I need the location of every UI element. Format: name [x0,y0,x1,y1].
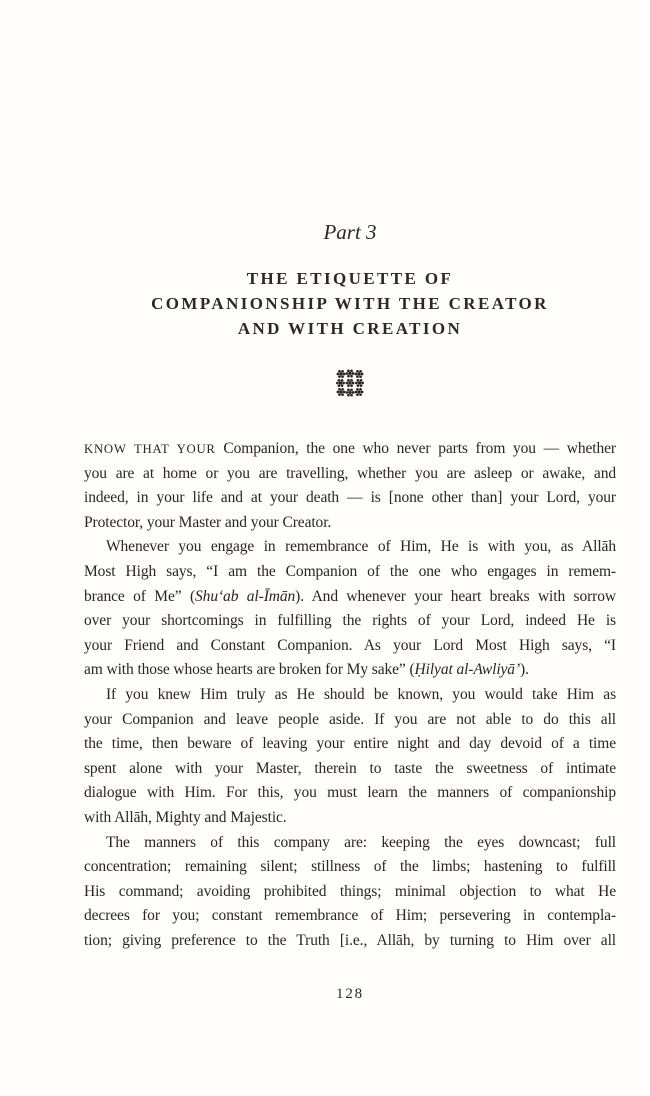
italic-text: Shu‘ab al-Īmān [195,587,296,605]
text-line [84,831,616,856]
paragraph [84,437,616,535]
title-line-3: AND WITH CREATION [237,319,463,338]
chapter-title [84,266,616,341]
text-line [84,732,616,757]
body-text-segment: ). And whenever your heart breaks with sorrow [295,587,616,605]
text-line [84,609,616,634]
body-text-segment: His command; avoiding prohibited things; minimal objection to what He [84,882,616,900]
body-text [84,437,616,953]
title-line-1: THE ETIQUETTE OF [246,269,454,288]
text-line [84,929,616,954]
body-text-segment: you are at home or you are travelling, whether you are asleep or awake, and [84,464,616,482]
body-text-segment: am with those whose hearts are broken for My sake” ( [84,661,415,679]
text-line [84,683,616,708]
body-text-segment: your Friend and Constant Companion. As your Lord Most High says, “I [84,636,616,654]
body-text-segment: If you knew Him truly as He should be known, you would take Him as [106,685,616,703]
body-text-segment: with Allāh, Mighty and Majestic. [84,808,287,826]
small-caps-text: KNOW THAT YOUR [84,442,216,456]
body-text-segment: tion; giving preference to the Truth [i.e., Allāh, by turning to Him over all [84,931,616,949]
text-line [84,437,616,462]
floral-rosette-ornament-icon [84,368,616,398]
text-line [84,904,616,929]
text-line [84,781,616,806]
body-text-segment: spent alone with your Master, therein to taste the sweetness of intimate [84,759,616,777]
body-text-segment: Protector, your Master and your Creator. [84,513,332,531]
text-line [84,708,616,733]
body-text-segment: indeed, in your life and at your death — is [none other than] your Lord, your [84,489,616,507]
text-line [84,486,616,511]
body-text-segment: Whenever you engage in remembrance of Him, He is with you, as Allāh [106,538,616,556]
text-line [84,658,616,683]
body-text-segment: over your shortcomings in fulfilling the rights of your Lord, indeed He is [84,612,616,630]
body-text-segment: concentration; remaining silent; stillness of the limbs; hastening to fulfill [84,858,616,876]
text-line [84,462,616,487]
paragraph [84,831,616,954]
body-text-segment: The manners of this company are: keeping the eyes downcast; full [106,833,616,851]
body-text-segment: decrees for you; constant remembrance of Him; persevering in contempla- [84,907,616,925]
body-text-segment: ). [520,661,529,679]
text-line [84,511,616,536]
text-line [84,585,616,610]
body-text-segment: dialogue with Him. For this, you must learn the manners of companionship [84,784,616,802]
title-line-2: COMPANIONSHIP WITH THE CREATOR [151,294,549,313]
text-line [84,560,616,585]
text-line [84,855,616,880]
text-line [84,634,616,659]
part-label: Part 3 [323,220,377,244]
body-text-segment: Companion, the one who never parts from you — whether [215,440,616,457]
paragraph [84,535,616,683]
body-text-segment: Most High says, “I am the Companion of the one who engages in remem- [84,562,616,580]
body-text-segment: the time, then beware of leaving your entire night and day devoid of a time [84,735,616,753]
italic-text: Ḥilyat al-Awliyā’ [414,661,521,679]
body-text-segment: brance of Me” ( [84,587,196,605]
paragraph [84,683,616,831]
body-text-segment: your Companion and leave people aside. If you are not able to do this all [84,710,616,728]
text-line [84,535,616,560]
text-line [84,757,616,782]
text-line [84,880,616,905]
text-line [84,806,616,831]
page-number: 128 [336,986,364,1002]
